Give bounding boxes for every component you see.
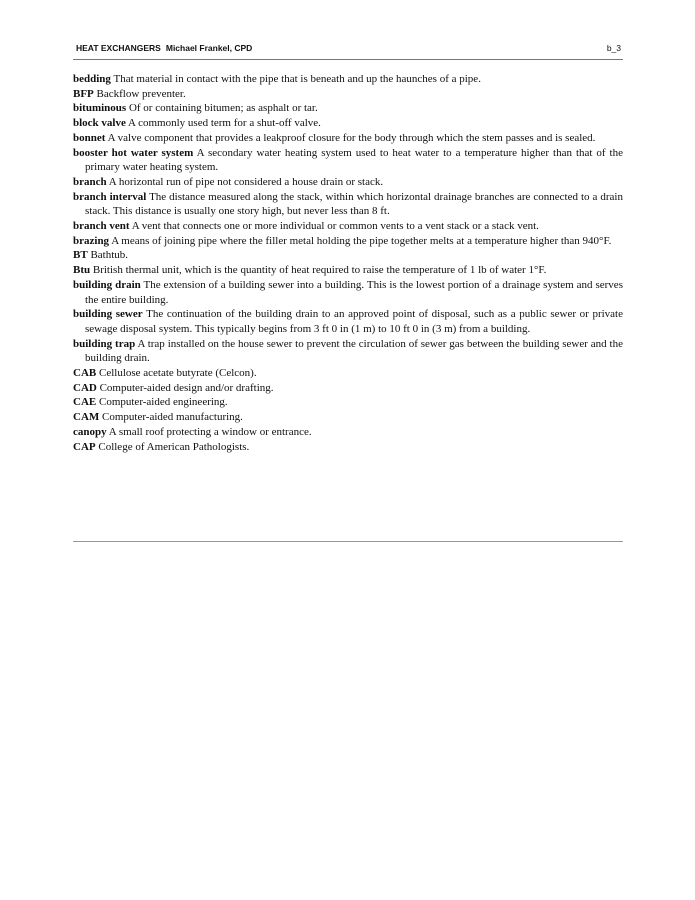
glossary-term: BT — [73, 249, 88, 262]
running-header-left — [76, 43, 252, 53]
glossary-term: CAM — [73, 411, 100, 424]
glossary-entry — [73, 366, 623, 381]
glossary-entry — [73, 190, 623, 219]
glossary-term: branch — [73, 175, 107, 188]
glossary-term: branch interval — [73, 190, 147, 203]
glossary-definition: Computer-aided engineering. — [98, 396, 228, 409]
header-rule — [73, 59, 623, 60]
glossary-definition: College of American Pathologists. — [98, 440, 250, 453]
glossary-definition: That material in contact with the pipe that is beneath and up the haunches of a pipe. — [113, 73, 481, 85]
glossary-entry — [73, 131, 623, 146]
glossary-term: canopy — [73, 425, 107, 438]
glossary-entry — [73, 116, 623, 131]
glossary-entry — [73, 337, 623, 366]
glossary-term: building sewer — [73, 308, 143, 321]
glossary-definition: Bathtub. — [90, 249, 129, 262]
glossary-definition: A horizontal run of pipe not considered a house drain or stack. — [108, 175, 384, 188]
glossary-term: CAB — [73, 367, 97, 380]
glossary-term: building drain — [73, 278, 141, 291]
glossary-entry — [73, 440, 623, 455]
glossary-definition: A commonly used term for a shut-off valve. — [128, 117, 321, 130]
glossary-entry — [73, 307, 623, 336]
glossary-term: Btu — [73, 264, 91, 277]
glossary-term: branch vent — [73, 220, 130, 233]
glossary-entry — [73, 248, 623, 263]
glossary-entry — [73, 87, 623, 102]
glossary-definition: Cellulose acetate butyrate (Celcon). — [98, 367, 257, 380]
footer-rule — [73, 541, 623, 542]
glossary-definition: The extension of a building sewer into a building. This is the lowest portion of a drainage system and serves the entire building. — [85, 278, 623, 306]
glossary-entry — [73, 234, 623, 249]
running-title: HEAT EXCHANGERS — [76, 43, 161, 53]
glossary-entry — [73, 381, 623, 396]
glossary-definition: A trap installed on the house sewer to prevent the circulation of sewer gas between the building sewer and the building drain. — [85, 337, 623, 365]
glossary-entry — [73, 278, 623, 307]
glossary-term: bituminous — [73, 102, 127, 115]
glossary-definition: Of or containing bitumen; as asphalt or tar. — [128, 102, 318, 115]
glossary-term: booster hot water system — [73, 146, 194, 159]
glossary-definition: The continuation of the building drain to an approved point of disposal, such as a public sewer or private sewage disposal system. This typically begins from 3 ft 0 in (1 m) to 10 ft 0 in (3 m) from a building. — [85, 308, 623, 335]
glossary-definition: A secondary water heating system used to heat water to a temperature higher than that of the primary water heating system. — [85, 146, 623, 174]
glossary-definition: A vent that connects one or more individual or common vents to a vent stack or a stack vent. — [131, 220, 539, 233]
glossary-term: bedding — [73, 73, 111, 85]
glossary-entry — [73, 263, 623, 278]
glossary-entry — [73, 72, 623, 87]
glossary-entry — [73, 395, 623, 410]
glossary-entry — [73, 101, 623, 116]
glossary-definition: Computer-aided design and/or drafting. — [99, 381, 274, 394]
glossary-definition: Computer-aided manufacturing. — [102, 411, 243, 424]
glossary-term: brazing — [73, 234, 110, 247]
glossary-term: BFP — [73, 87, 94, 100]
page-identifier: b_3 — [606, 43, 621, 53]
glossary-definition: A small roof protecting a window or entrance. — [108, 425, 312, 438]
glossary-entry — [73, 146, 623, 175]
glossary-term: building trap — [73, 337, 136, 350]
glossary-term: CAD — [73, 381, 97, 394]
glossary-entry — [73, 410, 623, 425]
author-name: Michael Frankel, CPD — [165, 43, 253, 53]
glossary-entry — [73, 175, 623, 190]
glossary-definition: A valve component that provides a leakproof closure for the body through which the stem passes and is sealed. — [107, 131, 596, 144]
glossary-entry — [73, 425, 623, 440]
glossary-term: block valve — [73, 117, 126, 130]
glossary-definition: Backflow preventer. — [96, 87, 186, 100]
glossary-term: CAP — [73, 440, 96, 453]
glossary-definition: British thermal unit, which is the quantity of heat required to raise the temperature of 1 lb of water 1°F. — [92, 264, 547, 277]
glossary-definition: A means of joining pipe where the filler metal holding the pipe together melts at a temperature higher than 940°F. — [111, 234, 612, 247]
glossary-term: CAE — [73, 396, 97, 409]
glossary-term: bonnet — [73, 131, 106, 144]
glossary-entry — [73, 219, 623, 234]
glossary-list — [73, 72, 623, 454]
glossary-definition: The distance measured along the stack, within which horizontal drainage branches are connected to a drain stack. This distance is usually one story high, but never less than 8 ft. — [85, 190, 623, 218]
running-header — [76, 43, 623, 57]
